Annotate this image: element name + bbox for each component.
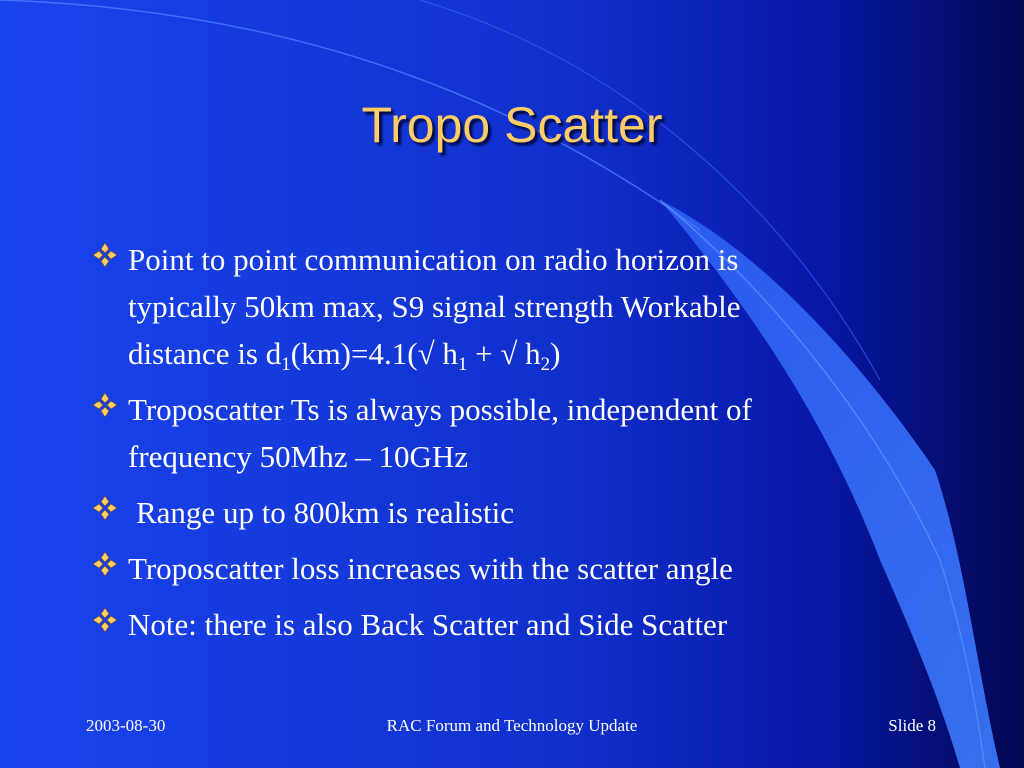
- diamond-bullet-icon: [90, 240, 120, 270]
- bullet-line: (km)=4.1(√ h: [290, 336, 458, 371]
- bullet-text: [128, 242, 741, 375]
- bullet-line: distance is d: [128, 336, 282, 371]
- subscript: 2: [540, 354, 551, 375]
- bullet-line: ): [550, 336, 561, 371]
- diamond-bullet-icon: [90, 605, 120, 635]
- bullet-text: Range up to 800km is realistic: [136, 495, 514, 530]
- bullet-item: [90, 601, 950, 648]
- bullet-line: Troposcatter Ts is always possible, independent of: [128, 392, 752, 427]
- bullet-list: [90, 236, 950, 657]
- bullet-text: [128, 392, 752, 474]
- bullet-line: typically 50km max, S9 signal strength Workable: [128, 289, 741, 324]
- bullet-text: Note: there is also Back Scatter and Side Scatter: [128, 607, 728, 642]
- footer-slide-number: Slide 8: [888, 716, 936, 735]
- bullet-item: [90, 545, 950, 592]
- bullet-line: frequency 50Mhz – 10GHz: [128, 439, 469, 474]
- subscript: 1: [457, 354, 468, 375]
- footer-date: 2003-08-30: [86, 716, 166, 735]
- bullet-text: Troposcatter loss increases with the scatter angle: [128, 551, 733, 586]
- diamond-bullet-icon: [90, 549, 120, 579]
- bullet-item: [90, 386, 950, 480]
- bullet-line: + √ h: [467, 336, 541, 371]
- diamond-bullet-icon: [90, 493, 120, 523]
- slide-title: Tropo Scatter: [361, 97, 663, 153]
- diamond-bullet-icon: [90, 390, 120, 420]
- bullet-item: [90, 489, 950, 536]
- subscript: 1: [281, 354, 291, 375]
- bullet-line: Point to point communication on radio horizon is: [128, 242, 739, 277]
- bullet-item-formula: [90, 236, 950, 377]
- footer-title: RAC Forum and Technology Update: [386, 716, 638, 735]
